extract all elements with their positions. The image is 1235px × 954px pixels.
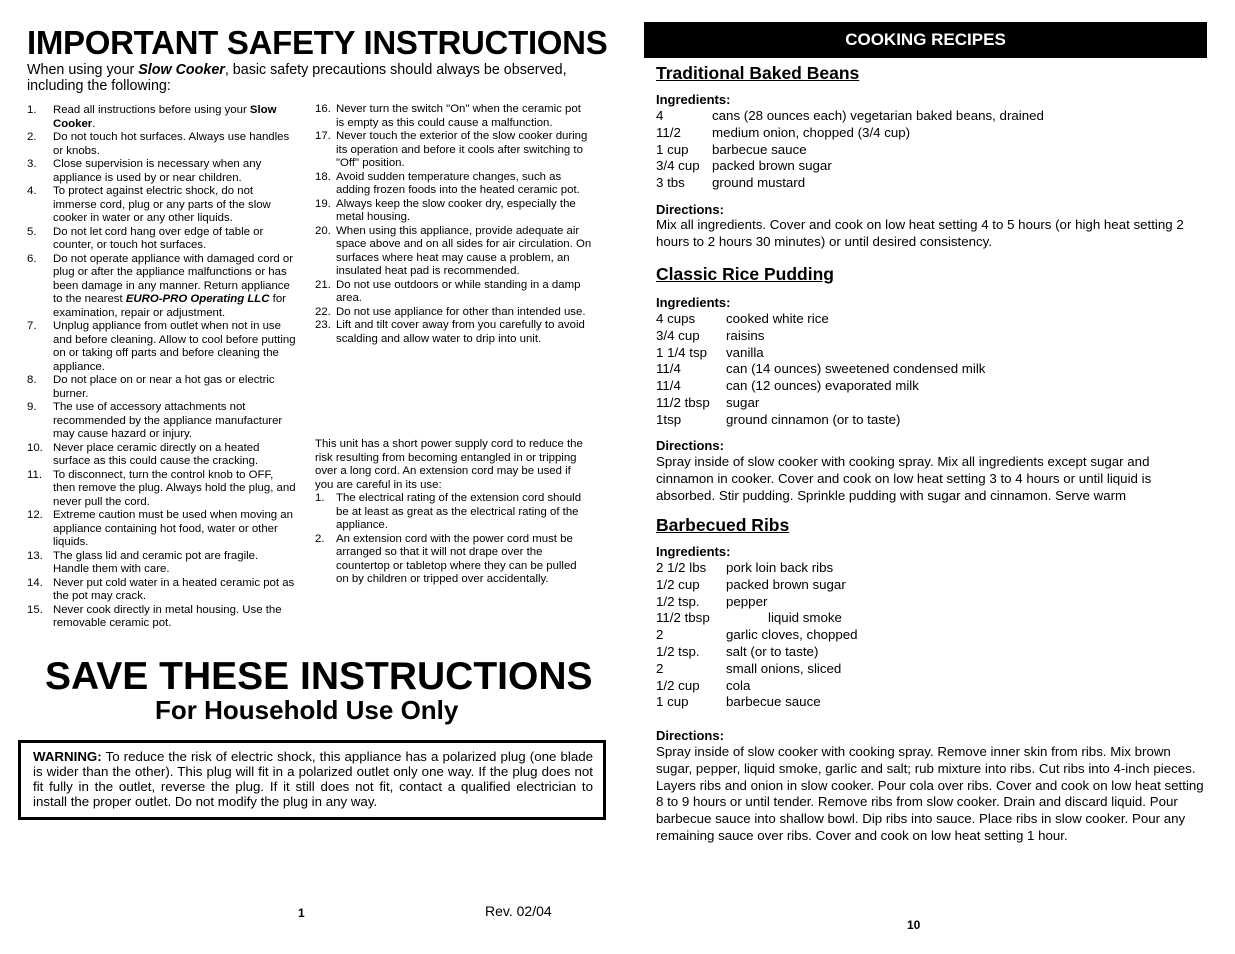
- warning-label: WARNING:: [33, 749, 102, 764]
- ingredient-description: ground cinnamon (or to taste): [726, 411, 901, 427]
- instruction-text: Never cook directly in metal housing. Use the removable ceramic pot.: [53, 603, 282, 629]
- recipe-title: Traditional Baked Beans: [656, 63, 860, 83]
- recipes-banner: COOKING RECIPES: [644, 22, 1207, 58]
- ingredient-row: [656, 158, 1206, 175]
- instruction-text: Unplug appliance from outlet when not in use and before cleaning. Allow to cool before putting on or taking off parts and before cleaning the appliance.: [53, 320, 296, 373]
- ingredient-description: can (14 ounces) sweetened condensed milk: [726, 361, 986, 377]
- ingredient-row: [656, 610, 1206, 627]
- ingredient-description: vanilla: [726, 344, 764, 360]
- directions-text: Mix all ingredients. Cover and cook on low heat setting 4 to 5 hours (or high heat setting 2 hours to 2 hours 30 minutes) or until desired consistency.: [656, 217, 1184, 249]
- ingredient-description: medium onion, chopped (3/4 cup): [712, 124, 911, 140]
- ingredient-row: [656, 175, 1206, 192]
- ingredient-quantity: 3/4 cup: [656, 158, 700, 174]
- intro-post: , basic safety precautions should always be observed, including the following:: [27, 62, 567, 94]
- ingredient-row: [656, 328, 1206, 345]
- page-number-right: 10: [907, 918, 921, 932]
- ingredient-description: barbecue sauce: [712, 141, 807, 157]
- instruction-number: 1.: [27, 104, 37, 116]
- ingredient-description: cans (28 ounces each) vegetarian baked beans, drained: [712, 108, 1044, 123]
- page-number-left: 1: [298, 906, 305, 920]
- cord-item-text: The electrical rating of the extension cord should be at least as great as the electrical rating of the appliance.: [336, 492, 582, 531]
- directions-label: Directions:: [656, 728, 724, 743]
- ingredient-quantity: 11/4: [656, 378, 681, 394]
- instruction-number: 5.: [27, 225, 37, 238]
- ingredient-quantity: 2: [656, 627, 664, 643]
- ingredient-row: [656, 125, 1206, 142]
- instruction-text: Do not place on or near a hot gas or electric burner.: [53, 374, 275, 400]
- instruction-text: Never turn the switch "On" when the ceramic pot is empty as this could cause a malfunction.: [336, 103, 581, 129]
- instruction-item: [27, 509, 297, 550]
- instruction-text: The use of accessory attachments not recommended by the appliance manufacturer may cause hazard or injury.: [53, 401, 283, 440]
- instruction-text: Lift and tilt cover away from you carefully to avoid scalding and allow water to drip into unit.: [336, 319, 585, 345]
- recipe-title: Classic Rice Pudding: [656, 264, 834, 284]
- ingredient-row: [656, 560, 1206, 577]
- ingredient-quantity: 1 cup: [656, 694, 689, 710]
- ingredient-row: [656, 644, 1206, 661]
- instruction-number: 15.: [27, 603, 43, 616]
- ingredient-description: raisins: [726, 327, 765, 343]
- ingredient-description: ground mustard: [712, 175, 806, 191]
- instruction-number: 12.: [27, 509, 43, 521]
- instruction-text: Do not use outdoors or while standing in a damp area.: [336, 278, 581, 304]
- instruction-item: [27, 131, 297, 158]
- cord-item-text: An extension cord with the power cord must be arranged so that it will not drape over the countertop or tabletop where they can be pulled on by children or tripped over accidentally.: [336, 532, 577, 585]
- ingredient-row: [656, 108, 1206, 125]
- ingredient-description: sugar: [726, 394, 760, 410]
- instruction-number: 6.: [27, 252, 37, 265]
- ingredient-quantity: 1/2 tsp.: [656, 593, 700, 609]
- warning-text: To reduce the risk of electric shock, this appliance has a polarized plug (one blade is wider than the other). This plug will fit in a polarized outlet only one way. If the plug does not fit fully in the outlet, reverse the plug. If it still does not fit, contact a qualified electrician to install the proper outlet. Do not modify the plug in any way.: [33, 749, 593, 809]
- save-instructions-title: SAVE THESE INSTRUCTIONS: [45, 655, 593, 698]
- instruction-number: 22.: [315, 305, 331, 318]
- cord-section: [315, 438, 592, 587]
- instruction-item: [315, 171, 592, 198]
- instruction-number: 14.: [27, 576, 43, 589]
- instruction-number: 9.: [27, 401, 37, 413]
- intro-pre: When using your: [27, 62, 139, 78]
- instruction-text: Avoid sudden temperature changes, such as adding frozen foods into the heated ceramic pot.: [336, 170, 580, 196]
- instructions-list-2: [315, 103, 592, 346]
- ingredient-quantity: 2 1/2 lbs: [656, 560, 707, 575]
- ingredient-row: [656, 412, 1206, 429]
- warning-box: [18, 740, 606, 820]
- instruction-item: [27, 185, 297, 226]
- instruction-text: Always keep the slow cooker dry, especially the metal housing.: [336, 197, 576, 223]
- instruction-brand: EURO-PRO Operating LLC: [125, 293, 270, 305]
- instruction-item: [27, 442, 297, 469]
- instruction-number: 13.: [27, 549, 43, 562]
- instruction-item: [27, 604, 297, 631]
- ingredients-label: Ingredients:: [656, 295, 731, 310]
- instruction-item: [27, 401, 297, 442]
- ingredient-quantity: 1/2 cup: [656, 677, 700, 693]
- ingredient-description: small onions, sliced: [726, 660, 842, 676]
- ingredient-quantity: 11/2 tbsp: [656, 394, 710, 410]
- cord-item: [315, 492, 592, 533]
- ingredient-row: [656, 577, 1206, 594]
- instruction-text: Do not use appliance for other than intended use.: [336, 305, 586, 318]
- instruction-number: 11.: [27, 468, 42, 481]
- ingredients-list: [656, 560, 1206, 711]
- ingredient-description: barbecue sauce: [726, 694, 821, 710]
- instruction-text: Close supervision is necessary when any appliance is used by or near children.: [53, 158, 262, 184]
- ingredient-quantity: 2: [656, 660, 664, 676]
- ingredient-row: [656, 694, 1206, 711]
- instruction-item: [315, 103, 592, 130]
- instruction-item: [315, 130, 592, 171]
- instruction-text-after: .: [92, 117, 96, 130]
- ingredient-description: pepper: [726, 593, 768, 609]
- instruction-text: Never touch the exterior of the slow cooker during its operation and before it cools after switching to "Off" position.: [336, 130, 588, 169]
- ingredient-quantity: 1 cup: [656, 141, 689, 157]
- instruction-number: 7.: [27, 320, 37, 332]
- ingredient-quantity: 11/4: [656, 361, 681, 377]
- ingredient-row: [656, 345, 1206, 362]
- instruction-text: To disconnect, turn the control knob to OFF, then remove the plug. Always hold the plug, and never pull the cord.: [53, 468, 296, 508]
- ingredient-description: packed brown sugar: [726, 576, 846, 592]
- revision: Rev. 02/04: [485, 903, 552, 919]
- instruction-item: [27, 469, 297, 510]
- ingredient-row: [656, 661, 1206, 678]
- instruction-item: [315, 225, 592, 279]
- instruction-bold: Slow Cooker: [53, 104, 277, 130]
- ingredient-row: [656, 378, 1206, 395]
- instruction-item: [315, 198, 592, 225]
- ingredients-list: [656, 311, 1206, 429]
- cord-item-number: 1.: [315, 492, 325, 504]
- intro-text: [27, 62, 587, 94]
- instruction-text: When using this appliance, provide adequate air space above and on all sides for air circulation. On surfaces where heat may cause a problem, an insulated heat pad is recommended.: [336, 224, 592, 277]
- ingredient-quantity: 1/2 tsp.: [656, 643, 700, 659]
- directions-label: Directions:: [656, 202, 724, 217]
- cord-paragraph: This unit has a short power supply cord to reduce the risk resulting from becoming entangled in or tripping over a long cord. An extension cord may be used if you are careful in its use:: [315, 438, 583, 491]
- instructions-list-1: [27, 104, 297, 631]
- ingredient-row: [656, 594, 1206, 611]
- ingredient-description: can (12 ounces) evaporated milk: [726, 378, 919, 394]
- ingredient-description: salt (or to taste): [726, 643, 819, 659]
- ingredient-quantity: 4: [656, 108, 664, 123]
- instruction-item: [27, 374, 297, 401]
- directions-text: Spray inside of slow cooker with cooking spray. Remove inner skin from ribs. Mix brown sugar, pepper, liquid smoke, garlic and salt; rub mixture into ribs. Cut ribs into 4-inch pieces. Layers ribs and onion in slow cooker. Pour cola over ribs. Cover and cook on low heat setting 8 to 9 hours or until tender. Remove ribs from slow cooker. Drain and discard liquid. Pour barbecue sauce into shallow bowl. Dip ribs into sauce. Place ribs in slow cooker. Pour any remaining sauce over ribs. Cover and cook on low heat setting 1 hour.: [656, 744, 1204, 843]
- instruction-number: 8.: [27, 374, 37, 386]
- ingredient-quantity: 11/2 tbsp: [656, 610, 710, 626]
- instruction-text: To protect against electric shock, do not immerse cord, plug or any parts of the slow cooker in water or any other liquids.: [53, 185, 271, 224]
- ingredient-row: [656, 678, 1206, 695]
- ingredient-quantity: 1tsp: [656, 411, 682, 427]
- instruction-number: 19.: [315, 197, 331, 210]
- instruction-number: 18.: [315, 170, 331, 183]
- page-title: IMPORTANT SAFETY INSTRUCTIONS: [27, 24, 608, 61]
- ingredient-description: liquid smoke: [768, 610, 842, 626]
- directions-text: Spray inside of slow cooker with cooking spray. Mix all ingredients except sugar and cinnamon in cooker. Cover and cook on low heat setting 3 to 4 hours or until liquid is absorbed. Stir pudding. Sprinkle pudding with sugar and cinnamon. Serve warm: [656, 454, 1152, 503]
- instruction-number: 17.: [315, 130, 331, 142]
- ingredient-row: [656, 311, 1206, 328]
- ingredients-label: Ingredients:: [656, 92, 731, 107]
- ingredient-quantity: 1/2 cup: [656, 576, 700, 592]
- ingredient-quantity: 3/4 cup: [656, 327, 700, 343]
- instruction-number: 20.: [315, 224, 331, 237]
- ingredient-description: pork loin back ribs: [726, 560, 834, 575]
- instruction-text: The glass lid and ceramic pot are fragile. Handle them with care.: [53, 549, 259, 575]
- instruction-item: [315, 319, 592, 346]
- ingredient-row: [656, 142, 1206, 159]
- ingredient-description: packed brown sugar: [712, 158, 832, 174]
- recipe-title: Barbecued Ribs: [656, 515, 790, 535]
- instruction-text: Never put cold water in a heated ceramic pot as the pot may crack.: [53, 576, 295, 602]
- instruction-text: Do not operate appliance with damaged cord or plug or after the appliance malfunctions or has been damage in any manner. Return appliance to the nearest: [53, 252, 293, 305]
- intro-product: Slow Cooker: [138, 62, 225, 78]
- ingredient-description: garlic cloves, chopped: [726, 627, 858, 643]
- instruction-number: 2.: [27, 131, 37, 143]
- household-subtitle: For Household Use Only: [155, 695, 459, 725]
- instruction-item: [27, 550, 297, 577]
- instruction-item: [27, 253, 297, 321]
- cord-item: [315, 533, 592, 587]
- instruction-item: [27, 104, 297, 131]
- instruction-text: Do not let cord hang over edge of table or counter, or touch hot surfaces.: [53, 225, 264, 251]
- instruction-number: 16.: [315, 103, 331, 115]
- ingredient-description: cooked white rice: [726, 311, 829, 326]
- ingredient-quantity: 4 cups: [656, 311, 696, 326]
- instruction-item: [315, 306, 592, 320]
- cord-item-number: 2.: [315, 532, 325, 545]
- ingredient-quantity: 1 1/4 tsp: [656, 344, 708, 360]
- instruction-text: Extreme caution must be used when moving an appliance containing hot food, water or other liquids.: [53, 509, 293, 548]
- instruction-number: 4.: [27, 185, 37, 197]
- ingredient-description: cola: [726, 677, 751, 693]
- instruction-number: 23.: [315, 319, 331, 331]
- instruction-number: 10.: [27, 441, 43, 454]
- ingredient-row: [656, 361, 1206, 378]
- instruction-number: 21.: [315, 278, 331, 291]
- ingredient-row: [656, 627, 1206, 644]
- instruction-text: Never place ceramic directly on a heated surface as this could cause the cracking.: [53, 441, 260, 467]
- instruction-item: [27, 320, 297, 374]
- ingredient-quantity: 11/2: [656, 124, 681, 140]
- instruction-item: [27, 226, 297, 253]
- ingredient-row: [656, 395, 1206, 412]
- ingredients-label: Ingredients:: [656, 544, 731, 559]
- instruction-item: [315, 279, 592, 306]
- cord-list: [315, 492, 592, 587]
- directions-label: Directions:: [656, 438, 724, 453]
- instruction-text-after: for examination, repair or adjustment.: [53, 293, 286, 319]
- instruction-item: [27, 158, 297, 185]
- instruction-text: Read all instructions before using your: [53, 104, 250, 116]
- ingredients-list: [656, 108, 1206, 192]
- ingredient-quantity: 3 tbs: [656, 175, 685, 191]
- instruction-item: [27, 577, 297, 604]
- instruction-text: Do not touch hot surfaces. Always use handles or knobs.: [53, 131, 290, 157]
- instruction-number: 3.: [27, 158, 37, 170]
